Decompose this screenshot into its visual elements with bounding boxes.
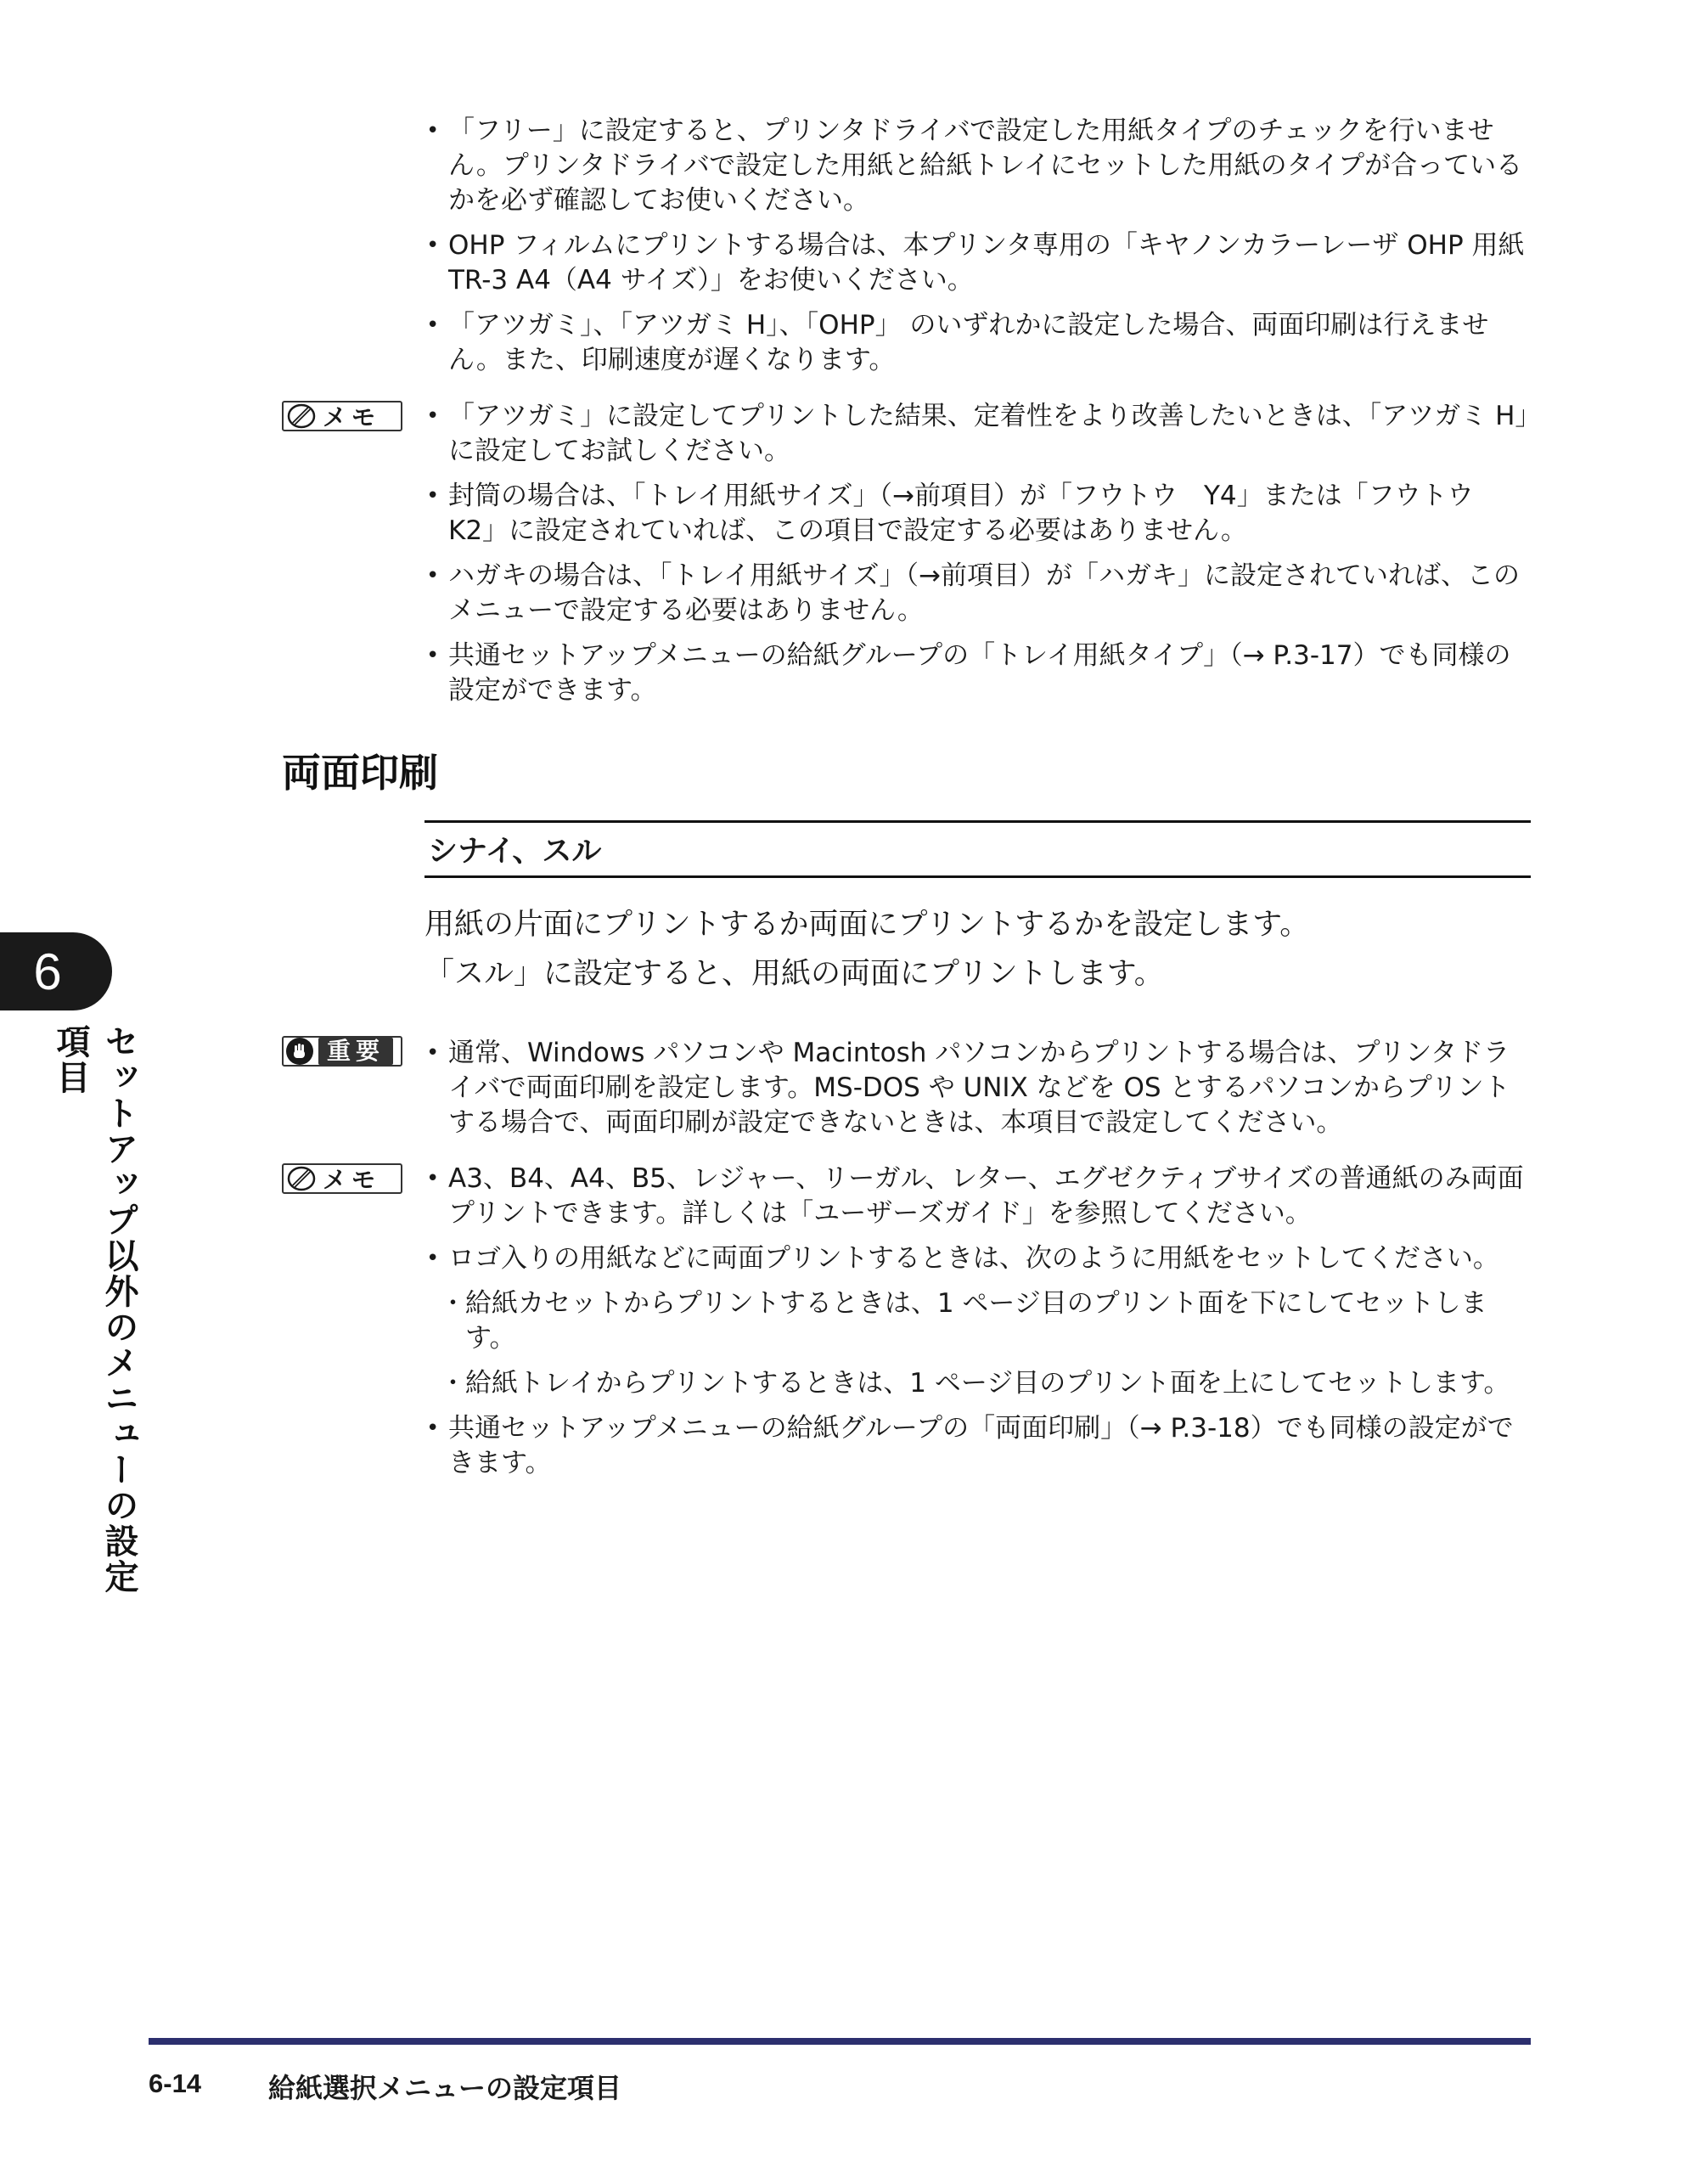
chapter-tab	[0, 932, 112, 1010]
section-description: 「スル」に設定すると、用紙の両面にプリントします。	[424, 957, 1164, 991]
chapter-title: セットアップ以外のメニューの設定項目	[51, 1024, 138, 1595]
memo-sub-item: ･ 給紙カセットからプリントするときは、1 ページ目のプリント面を下にしてセットします。	[424, 1286, 1528, 1356]
important-list	[424, 1036, 1528, 1151]
page-number: 6-14	[149, 2069, 202, 2098]
memo-label: メモ	[323, 1166, 381, 1194]
chapter-number: 6	[33, 943, 62, 1000]
memo-item: • 封筒の場合は、「トレイ用紙サイズ」（→前項目）が「フウトウ Y4」または「フウトウ K2」に設定されていれば、この項目で設定する必要はありません。	[424, 479, 1528, 549]
memo2-list	[424, 1162, 1528, 1491]
important-item: • 通常、Windows パソコンや Macintosh パソコンからプリントする場合は、プリンタドライバで両面印刷を設定します。MS-DOS や UNIX などを OS とするパソコンからプリントする場合で、両面印刷が設定できないときは、本項目で設定してください。	[424, 1036, 1528, 1140]
section-description: 用紙の片面にプリントするか両面にプリントするかを設定します。	[424, 908, 1310, 942]
memo-item: • 共通セットアップメニューの給紙グループの「トレイ用紙タイプ」（→ P.3-17）でも同様の設定ができます。	[424, 639, 1528, 708]
setting-options-box	[424, 820, 1531, 878]
note-item: • 「アツガミ」、「アツガミ H」、「OHP」 のいずれかに設定した場合、両面印刷は行えません。また、印刷速度が遅くなります。	[424, 308, 1528, 378]
memo-item: • A3、B4、A4、B5、レジャー、リーガル、レター、エグゼクティブサイズの普通紙のみ両面プリントできます。詳しくは「ユーザーズガイド」を参照してください。	[424, 1162, 1528, 1231]
memo-item: • 共通セットアップメニューの給紙グループの「両面印刷」（→ P.3-18）でも同様の設定ができます。	[424, 1411, 1528, 1481]
memo-badge	[282, 1163, 402, 1194]
note-item: • 「フリー」に設定すると、プリンタドライバで設定した用紙タイプのチェックを行いません。プリンタドライバで設定した用紙と給紙トレイにセットした用紙のタイプが合っているかを必ず確認してお使いください。	[424, 114, 1528, 218]
top-notes	[424, 114, 1528, 388]
pencil-icon	[285, 1165, 318, 1192]
memo-badge	[282, 401, 402, 431]
pencil-icon	[285, 402, 318, 430]
memo-sub-item: ･ 給紙トレイからプリントするときは、1 ページ目のプリント面を上にしてセットします。	[424, 1366, 1528, 1401]
note-item: • OHP フィルムにプリントする場合は、本プリンタ専用の「キヤノンカラーレーザ OHP 用紙 TR-3 A4（A4 サイズ）」をお使いください。	[424, 228, 1528, 298]
memo1-list	[424, 399, 1528, 718]
section-heading: 両面印刷	[282, 750, 438, 796]
memo-item: • ロゴ入りの用紙などに両面プリントするときは、次のように用紙をセットしてください。	[424, 1241, 1528, 1276]
important-label: 重要	[318, 1038, 393, 1065]
hand-stop-icon	[286, 1038, 313, 1065]
setting-options: シナイ、スル	[428, 835, 602, 869]
footer-title: 給紙選択メニューの設定項目	[268, 2072, 622, 2104]
memo-label: メモ	[323, 403, 381, 431]
memo-item: • ハガキの場合は、「トレイ用紙サイズ」（→前項目）が「ハガキ」に設定されていれば、このメニューで設定する必要はありません。	[424, 559, 1528, 628]
footer-rule	[149, 2038, 1531, 2045]
important-badge	[282, 1036, 402, 1067]
memo-item: • 「アツガミ」に設定してプリントした結果、定着性をより改善したいときは、「アツガミ H」に設定してお試しください。	[424, 399, 1528, 469]
